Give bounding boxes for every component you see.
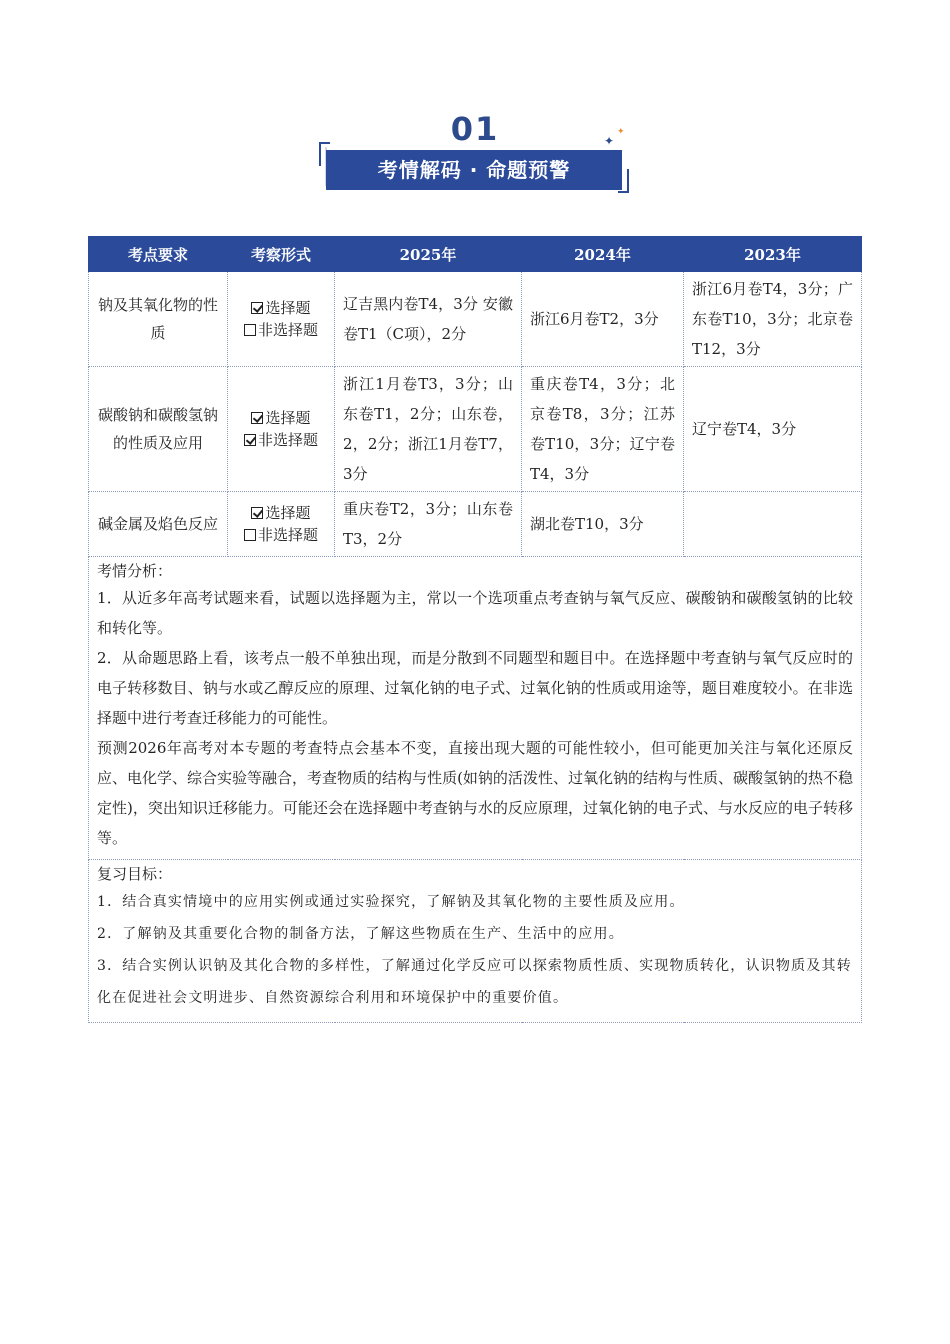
column-header: 考察形式 <box>228 237 335 272</box>
table-row <box>89 272 862 367</box>
analysis-paragraph: 2．从命题思路上看，该考点一般不单独出现，而是分散到不同题型和题目中。在选择题中考查钠与氧气反应时的电子转移数目、钠与水或乙醇反应的原理、过氧化钠的电子式、过氧化钠的性质或用途等，题目难度较小。在非选择题中进行考查迁移能力的可能性。 <box>97 649 853 727</box>
goals-row <box>89 860 862 1023</box>
exam-point: 碳酸钠和碳酸氢钠的性质及应用 <box>89 367 228 492</box>
column-header: 2025年 <box>335 237 522 272</box>
option-non-choice: 非选择题 <box>230 524 332 546</box>
checkbox-checked-icon <box>244 434 256 446</box>
exam-2025: 浙江1月卷T3，3分；山东卷T1，2分；山东卷，2，2分；浙江1月卷T7，3分 <box>335 367 522 492</box>
exam-2025: 重庆卷T2，3分；山东卷T3，2分 <box>335 492 522 557</box>
option-choice: 选择题 <box>230 502 332 524</box>
analysis-paragraph: 预测2026年高考对本专题的考查特点会基本不变，直接出现大题的可能性较小，但可能更加关注与氧化还原反应、电化学、综合实验等融合，考查物质的结构与性质(如钠的活泼性、过氧化钠的结构与性质、碳酸氢钠的热不稳定性)，突出知识迁移能力。可能还会在选择题中考查钠与水的反应原理，过氧化钠的电子式、与水反应的电子转移等。 <box>97 739 853 847</box>
exam-table <box>88 236 862 1023</box>
analysis-paragraph: 1．从近多年高考试题来看，试题以选择题为主，常以一个选项重点考查钠与氧气反应、碳酸钠和碳酸氢钠的比较和转化等。 <box>97 589 853 637</box>
column-header: 2024年 <box>522 237 684 272</box>
section-number: 01 <box>450 110 500 148</box>
checkbox-empty-icon <box>244 324 256 336</box>
option-non-choice: 非选择题 <box>230 429 332 451</box>
exam-2023: 浙江6月卷T4，3分；广东卷T10，3分；北京卷T12，3分 <box>684 272 862 367</box>
section-title: 考情解码 · 命题预警 <box>326 150 622 190</box>
exam-2024: 湖北卷T10，3分 <box>522 492 684 557</box>
goal-item: 3．结合实例认识钠及其化合物的多样性，了解通过化学反应可以探索物质性质、实现物质转化，认识物质及其转化在促进社会文明进步、自然资源综合利用和环境保护中的重要价值。 <box>97 958 852 1006</box>
column-header: 考点要求 <box>89 237 228 272</box>
analysis-title: 考情分析： <box>97 562 173 580</box>
checkbox-empty-icon <box>244 529 256 541</box>
sparkle-icon: ✦ <box>617 127 625 137</box>
exam-2024: 重庆卷T4，3分；北京卷T8，3分；江苏卷T10，3分；辽宁卷T4，3分 <box>522 367 684 492</box>
table-header-row <box>89 237 862 272</box>
exam-form <box>228 272 335 367</box>
checkbox-checked-icon <box>251 412 263 424</box>
exam-2023: 辽宁卷T4，3分 <box>684 367 862 492</box>
table-row <box>89 367 862 492</box>
goals-section <box>89 860 862 1023</box>
checkbox-checked-icon <box>251 507 263 519</box>
option-non-choice: 非选择题 <box>230 319 332 341</box>
exam-point: 钠及其氧化物的性质 <box>89 272 228 367</box>
exam-2023 <box>684 492 862 557</box>
sparkle-icon: ✦ <box>604 134 615 148</box>
exam-form <box>228 367 335 492</box>
analysis-row <box>89 557 862 860</box>
goals-title: 复习目标： <box>97 865 173 883</box>
option-choice: 选择题 <box>230 407 332 429</box>
goal-item: 2．了解钠及其重要化合物的制备方法，了解这些物质在生产、生活中的应用。 <box>97 926 624 942</box>
exam-2024: 浙江6月卷T2，3分 <box>522 272 684 367</box>
column-header: 2023年 <box>684 237 862 272</box>
goal-item: 1．结合真实情境中的应用实例或通过实验探究，了解钠及其氧化物的主要性质及应用。 <box>97 894 685 910</box>
exam-form <box>228 492 335 557</box>
exam-2025: 辽吉黑内卷T4，3分 安徽卷T1（C项），2分 <box>335 272 522 367</box>
analysis-section <box>89 557 862 860</box>
checkbox-checked-icon <box>251 302 263 314</box>
table-row <box>89 492 862 557</box>
exam-point: 碱金属及焰色反应 <box>89 492 228 557</box>
option-choice: 选择题 <box>230 297 332 319</box>
